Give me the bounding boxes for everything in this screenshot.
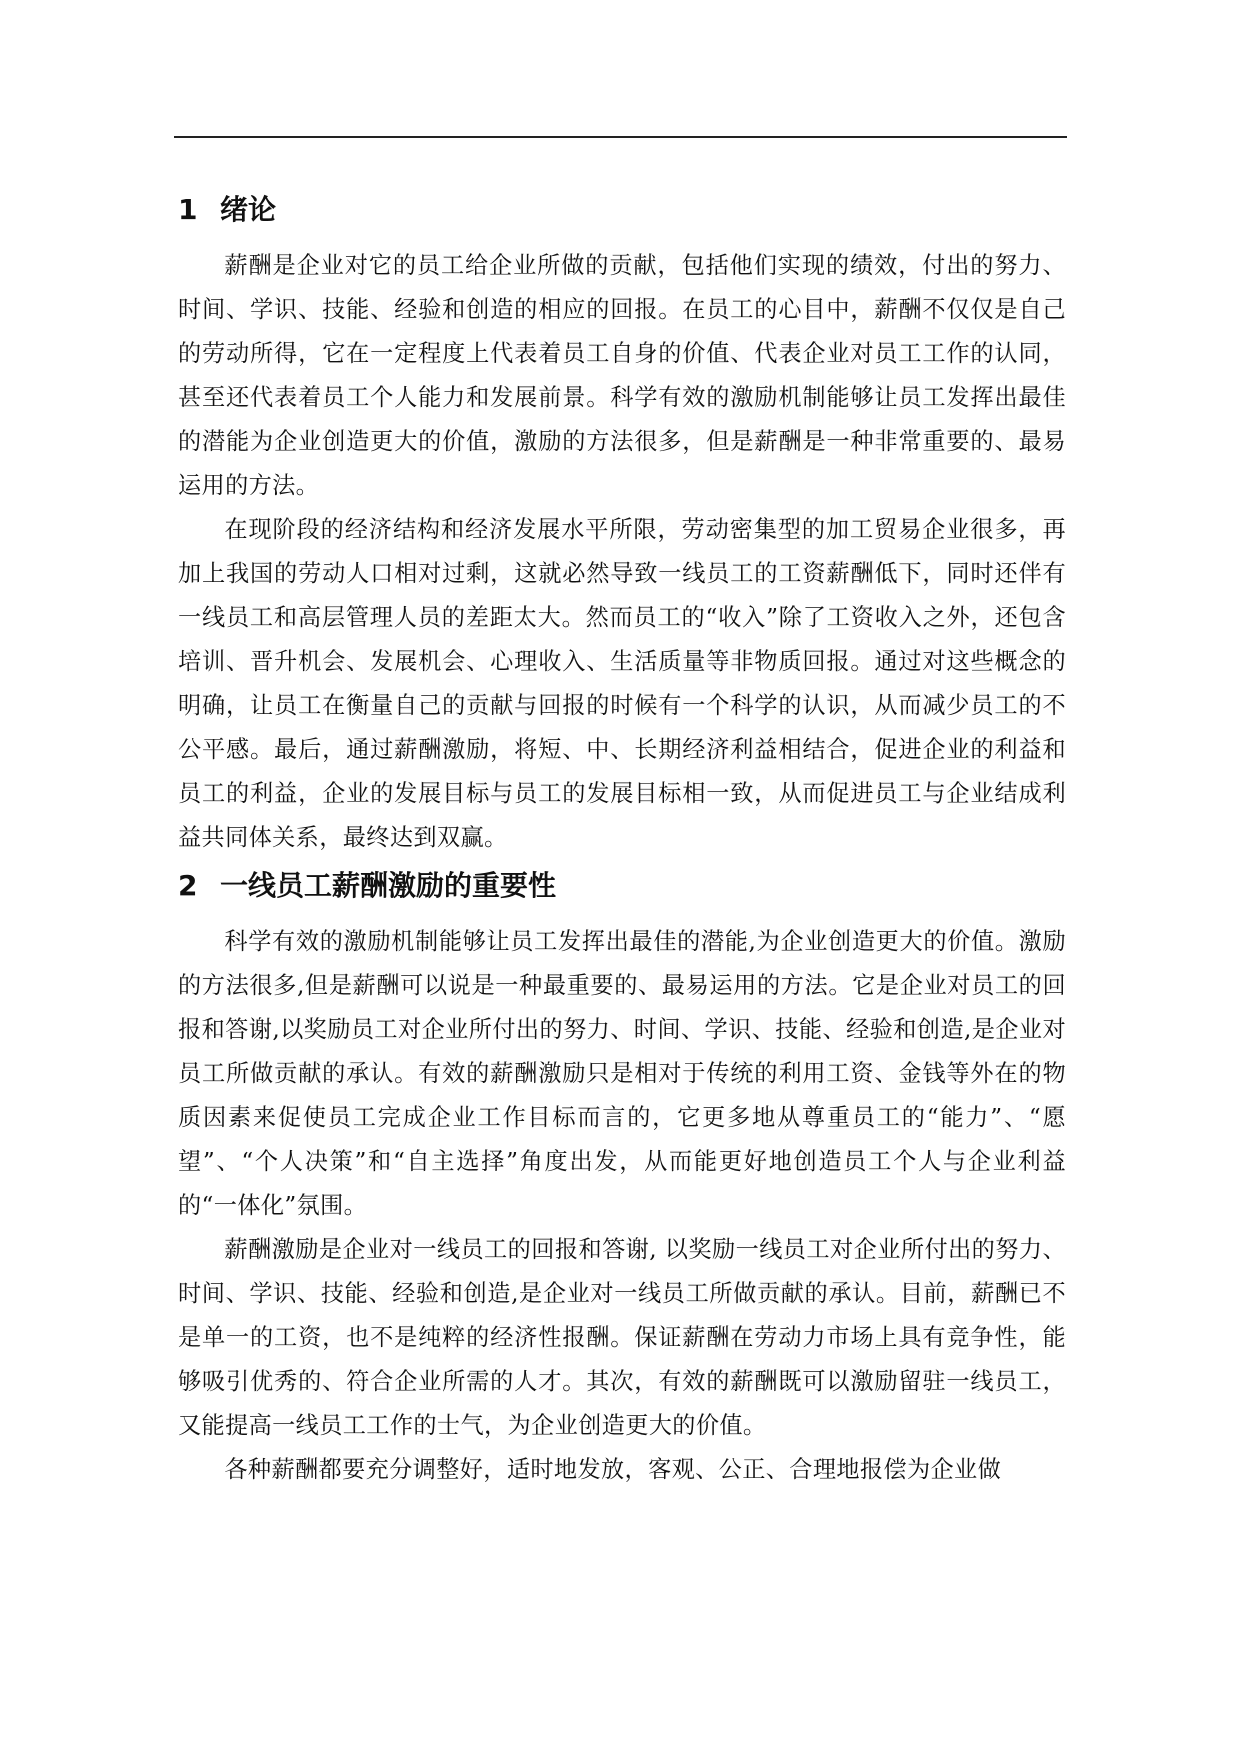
section-1-title: 绪论	[220, 193, 277, 226]
section-1-paragraph-1: 薪酬是企业对它的员工给企业所做的贡献，包括他们实现的绩效，付出的努力、时间、学识、技能、经验和创造的相应的回报。在员工的心目中，薪酬不仅仅是自己的劳动所得，它在一定程度上代表着员工自身的价值、代表企业对员工工作的认同，甚至还代表着员工个人能力和发展前景。科学有效的激励机制能够让员工发挥出最佳的潜能为企业创造更大的价值，激励的方法很多，但是薪酬是一种非常重要的、最易运用的方法。	[178, 252, 1066, 499]
section-2-paragraph-3: 各种薪酬都要充分调整好，适时地发放，客观、公正、合理地报偿为企业做	[224, 1456, 1002, 1483]
header-rule	[174, 136, 1067, 138]
section-2-heading	[178, 866, 1066, 906]
section-2-paragraph-2: 薪酬激励是企业对一线员工的回报和答谢, 以奖励一线员工对企业所付出的努力、时间、学识、技能、经验和创造,是企业对一线员工所做贡献的承认。目前，薪酬已不是单一的工资，也不是纯粹的经济性报酬。保证薪酬在劳动力市场上具有竞争性，能够吸引优秀的、符合企业所需的人才。其次，有效的薪酬既可以激励留驻一线员工，又能提高一线员工工作的士气，为企业创造更大的价值。	[178, 1236, 1066, 1439]
section-1-number: 1	[178, 193, 198, 226]
section-2-title: 一线员工薪酬激励的重要性	[220, 869, 557, 902]
section-2-number: 2	[178, 869, 198, 902]
section-2-paragraph-1: 科学有效的激励机制能够让员工发挥出最佳的潜能,为企业创造更大的价值。激励的方法很多,但是薪酬可以说是一种最重要的、最易运用的方法。它是企业对员工的回报和答谢,以奖励员工对企业所付出的努力、时间、学识、技能、经验和创造,是企业对员工所做贡献的承认。有效的薪酬激励只是相对于传统的利用工资、金钱等外在的物质因素来促使员工完成企业工作目标而言的，它更多地从尊重员工的“能力”、“愿望”、“个人决策”和“自主选择”角度出发，从而能更好地创造员工个人与企业利益的“一体化”氛围。	[178, 928, 1066, 1219]
section-1-paragraph-2: 在现阶段的经济结构和经济发展水平所限，劳动密集型的加工贸易企业很多，再加上我国的劳动人口相对过剩，这就必然导致一线员工的工资薪酬低下，同时还伴有一线员工和高层管理人员的差距太大。然而员工的“收入”除了工资收入之外，还包含培训、晋升机会、发展机会、心理收入、生活质量等非物质回报。通过对这些概念的明确，让员工在衡量自己的贡献与回报的时候有一个科学的认识，从而减少员工的不公平感。最后，通过薪酬激励，将短、中、长期经济利益相结合，促进企业的利益和员工的利益，企业的发展目标与员工的发展目标相一致，从而促进员工与企业结成利益共同体关系，最终达到双赢。	[178, 516, 1066, 851]
document-body	[178, 190, 1066, 1492]
section-1-heading	[178, 190, 1066, 230]
